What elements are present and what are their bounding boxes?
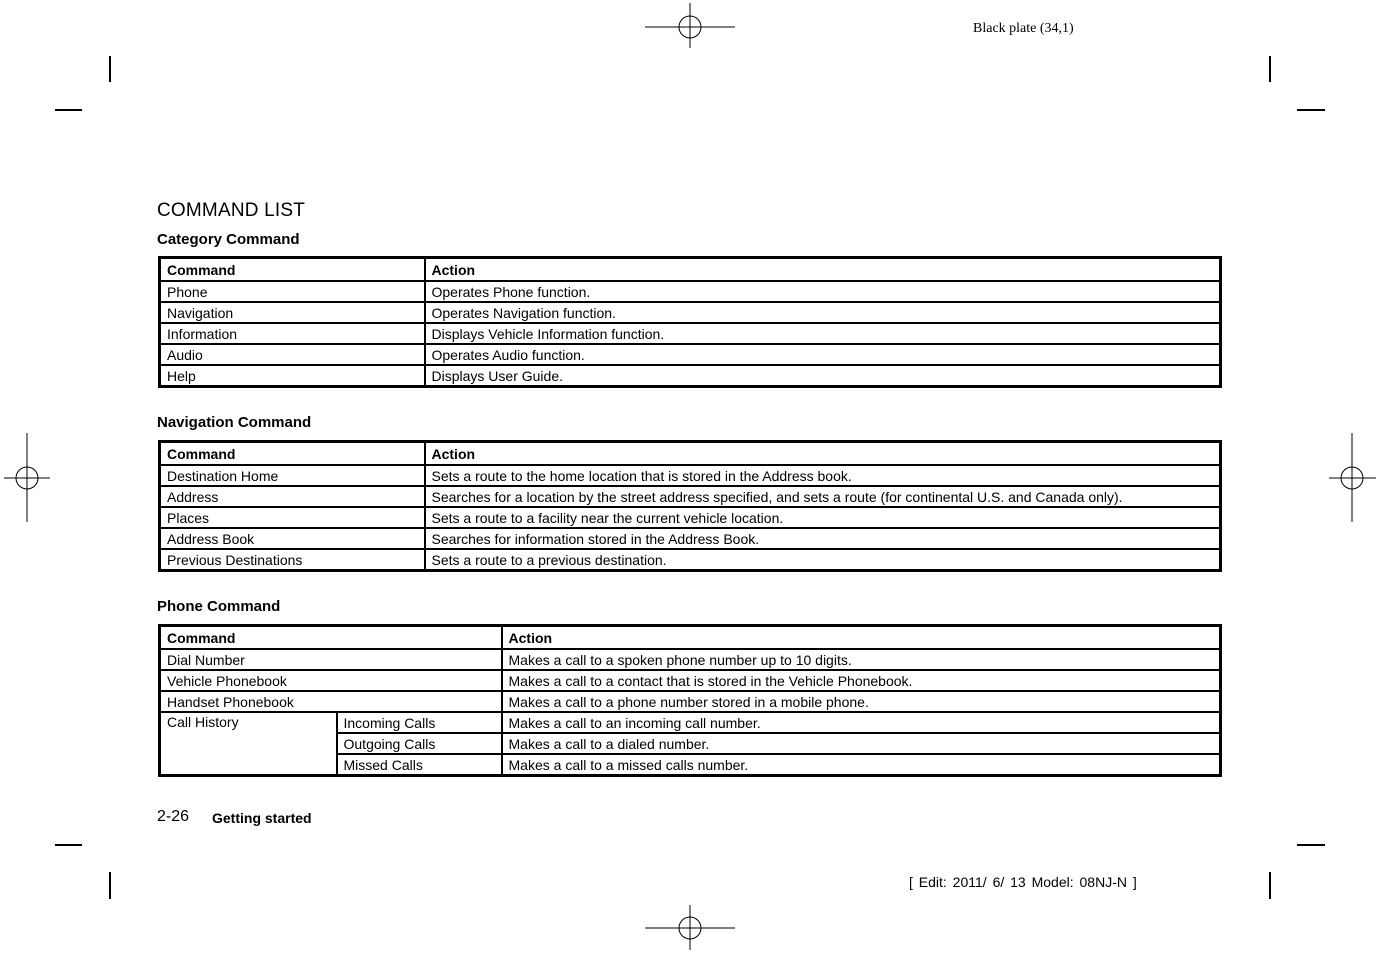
navigation-table <box>158 440 1222 572</box>
command-cell: Dial Number <box>160 649 502 670</box>
command-cell: Help <box>160 365 425 387</box>
table-row <box>160 691 1221 712</box>
category-heading: Category Command <box>157 231 300 248</box>
command-cell: Destination Home <box>160 465 425 486</box>
command-cell: Previous Destinations <box>160 549 425 571</box>
table-header-row <box>160 626 1221 650</box>
command-cell: Address Book <box>160 528 425 549</box>
crop-mark <box>1269 56 1271 82</box>
registration-mark-icon <box>645 0 735 90</box>
command-cell: Call History <box>160 712 337 776</box>
action-cell: Operates Navigation function. <box>425 302 1221 323</box>
command-cell: Phone <box>160 281 425 302</box>
plate-label: Black plate (34,1) <box>973 21 1074 36</box>
action-cell: Makes a call to a contact that is stored in the Vehicle Phonebook. <box>502 670 1221 691</box>
table-row <box>160 344 1221 365</box>
registration-mark-icon <box>645 883 735 973</box>
column-header: Command <box>160 442 425 466</box>
registration-mark-icon <box>0 433 90 523</box>
action-cell: Displays Vehicle Information function. <box>425 323 1221 344</box>
table-row <box>160 281 1221 302</box>
table-row <box>160 549 1221 571</box>
table-row <box>160 302 1221 323</box>
command-cell: Audio <box>160 344 425 365</box>
crop-mark <box>109 56 111 82</box>
table-row <box>160 528 1221 549</box>
action-cell: Makes a call to a phone number stored in a mobile phone. <box>502 691 1221 712</box>
table-row <box>160 486 1221 507</box>
table-header-row <box>160 442 1221 466</box>
page-title: COMMAND LIST <box>157 200 306 221</box>
table-row <box>160 670 1221 691</box>
navigation-heading: Navigation Command <box>157 414 312 431</box>
phone-table <box>158 624 1222 777</box>
crop-mark <box>55 844 82 846</box>
command-cell: Information <box>160 323 425 344</box>
edit-info: [ Edit: 2011/ 6/ 13 Model: 08NJ-N ] <box>909 874 1137 890</box>
action-cell: Displays User Guide. <box>425 365 1221 387</box>
action-cell: Searches for a location by the street address specified, and sets a route (for continental U.S. and Canada only). <box>425 486 1221 507</box>
column-header: Action <box>425 258 1221 282</box>
command-cell: Address <box>160 486 425 507</box>
action-cell: Makes a call to an incoming call number. <box>502 712 1221 733</box>
column-header: Command <box>160 258 425 282</box>
command-cell: Vehicle Phonebook <box>160 670 502 691</box>
page-number: 2-26 <box>157 808 190 825</box>
action-cell: Operates Phone function. <box>425 281 1221 302</box>
column-header: Action <box>502 626 1221 650</box>
action-cell: Sets a route to the home location that is stored in the Address book. <box>425 465 1221 486</box>
crop-mark <box>1297 844 1325 846</box>
action-cell: Sets a route to a previous destination. <box>425 549 1221 571</box>
command-cell: Places <box>160 507 425 528</box>
registration-mark-icon <box>1291 433 1381 523</box>
column-header: Action <box>425 442 1221 466</box>
table-row <box>160 712 1221 733</box>
command-cell: Navigation <box>160 302 425 323</box>
table-row <box>160 649 1221 670</box>
table-row <box>160 507 1221 528</box>
action-cell: Makes a call to a dialed number. <box>502 733 1221 754</box>
column-header: Command <box>160 626 502 650</box>
phone-heading: Phone Command <box>157 598 281 615</box>
subcommand-cell: Outgoing Calls <box>337 733 502 754</box>
table-header-row <box>160 258 1221 282</box>
subcommand-cell: Incoming Calls <box>337 712 502 733</box>
crop-mark <box>1297 109 1325 111</box>
command-cell: Handset Phonebook <box>160 691 502 712</box>
table-row <box>160 365 1221 387</box>
crop-mark <box>1269 872 1271 899</box>
crop-mark <box>55 109 82 111</box>
action-cell: Sets a route to a facility near the current vehicle location. <box>425 507 1221 528</box>
crop-mark <box>109 872 111 899</box>
subcommand-cell: Missed Calls <box>337 754 502 776</box>
category-table <box>158 256 1222 388</box>
action-cell: Makes a call to a missed calls number. <box>502 754 1221 776</box>
action-cell: Operates Audio function. <box>425 344 1221 365</box>
section-label: Getting started <box>212 810 312 826</box>
table-row <box>160 465 1221 486</box>
action-cell: Makes a call to a spoken phone number up to 10 digits. <box>502 649 1221 670</box>
table-row <box>160 323 1221 344</box>
action-cell: Searches for information stored in the Address Book. <box>425 528 1221 549</box>
